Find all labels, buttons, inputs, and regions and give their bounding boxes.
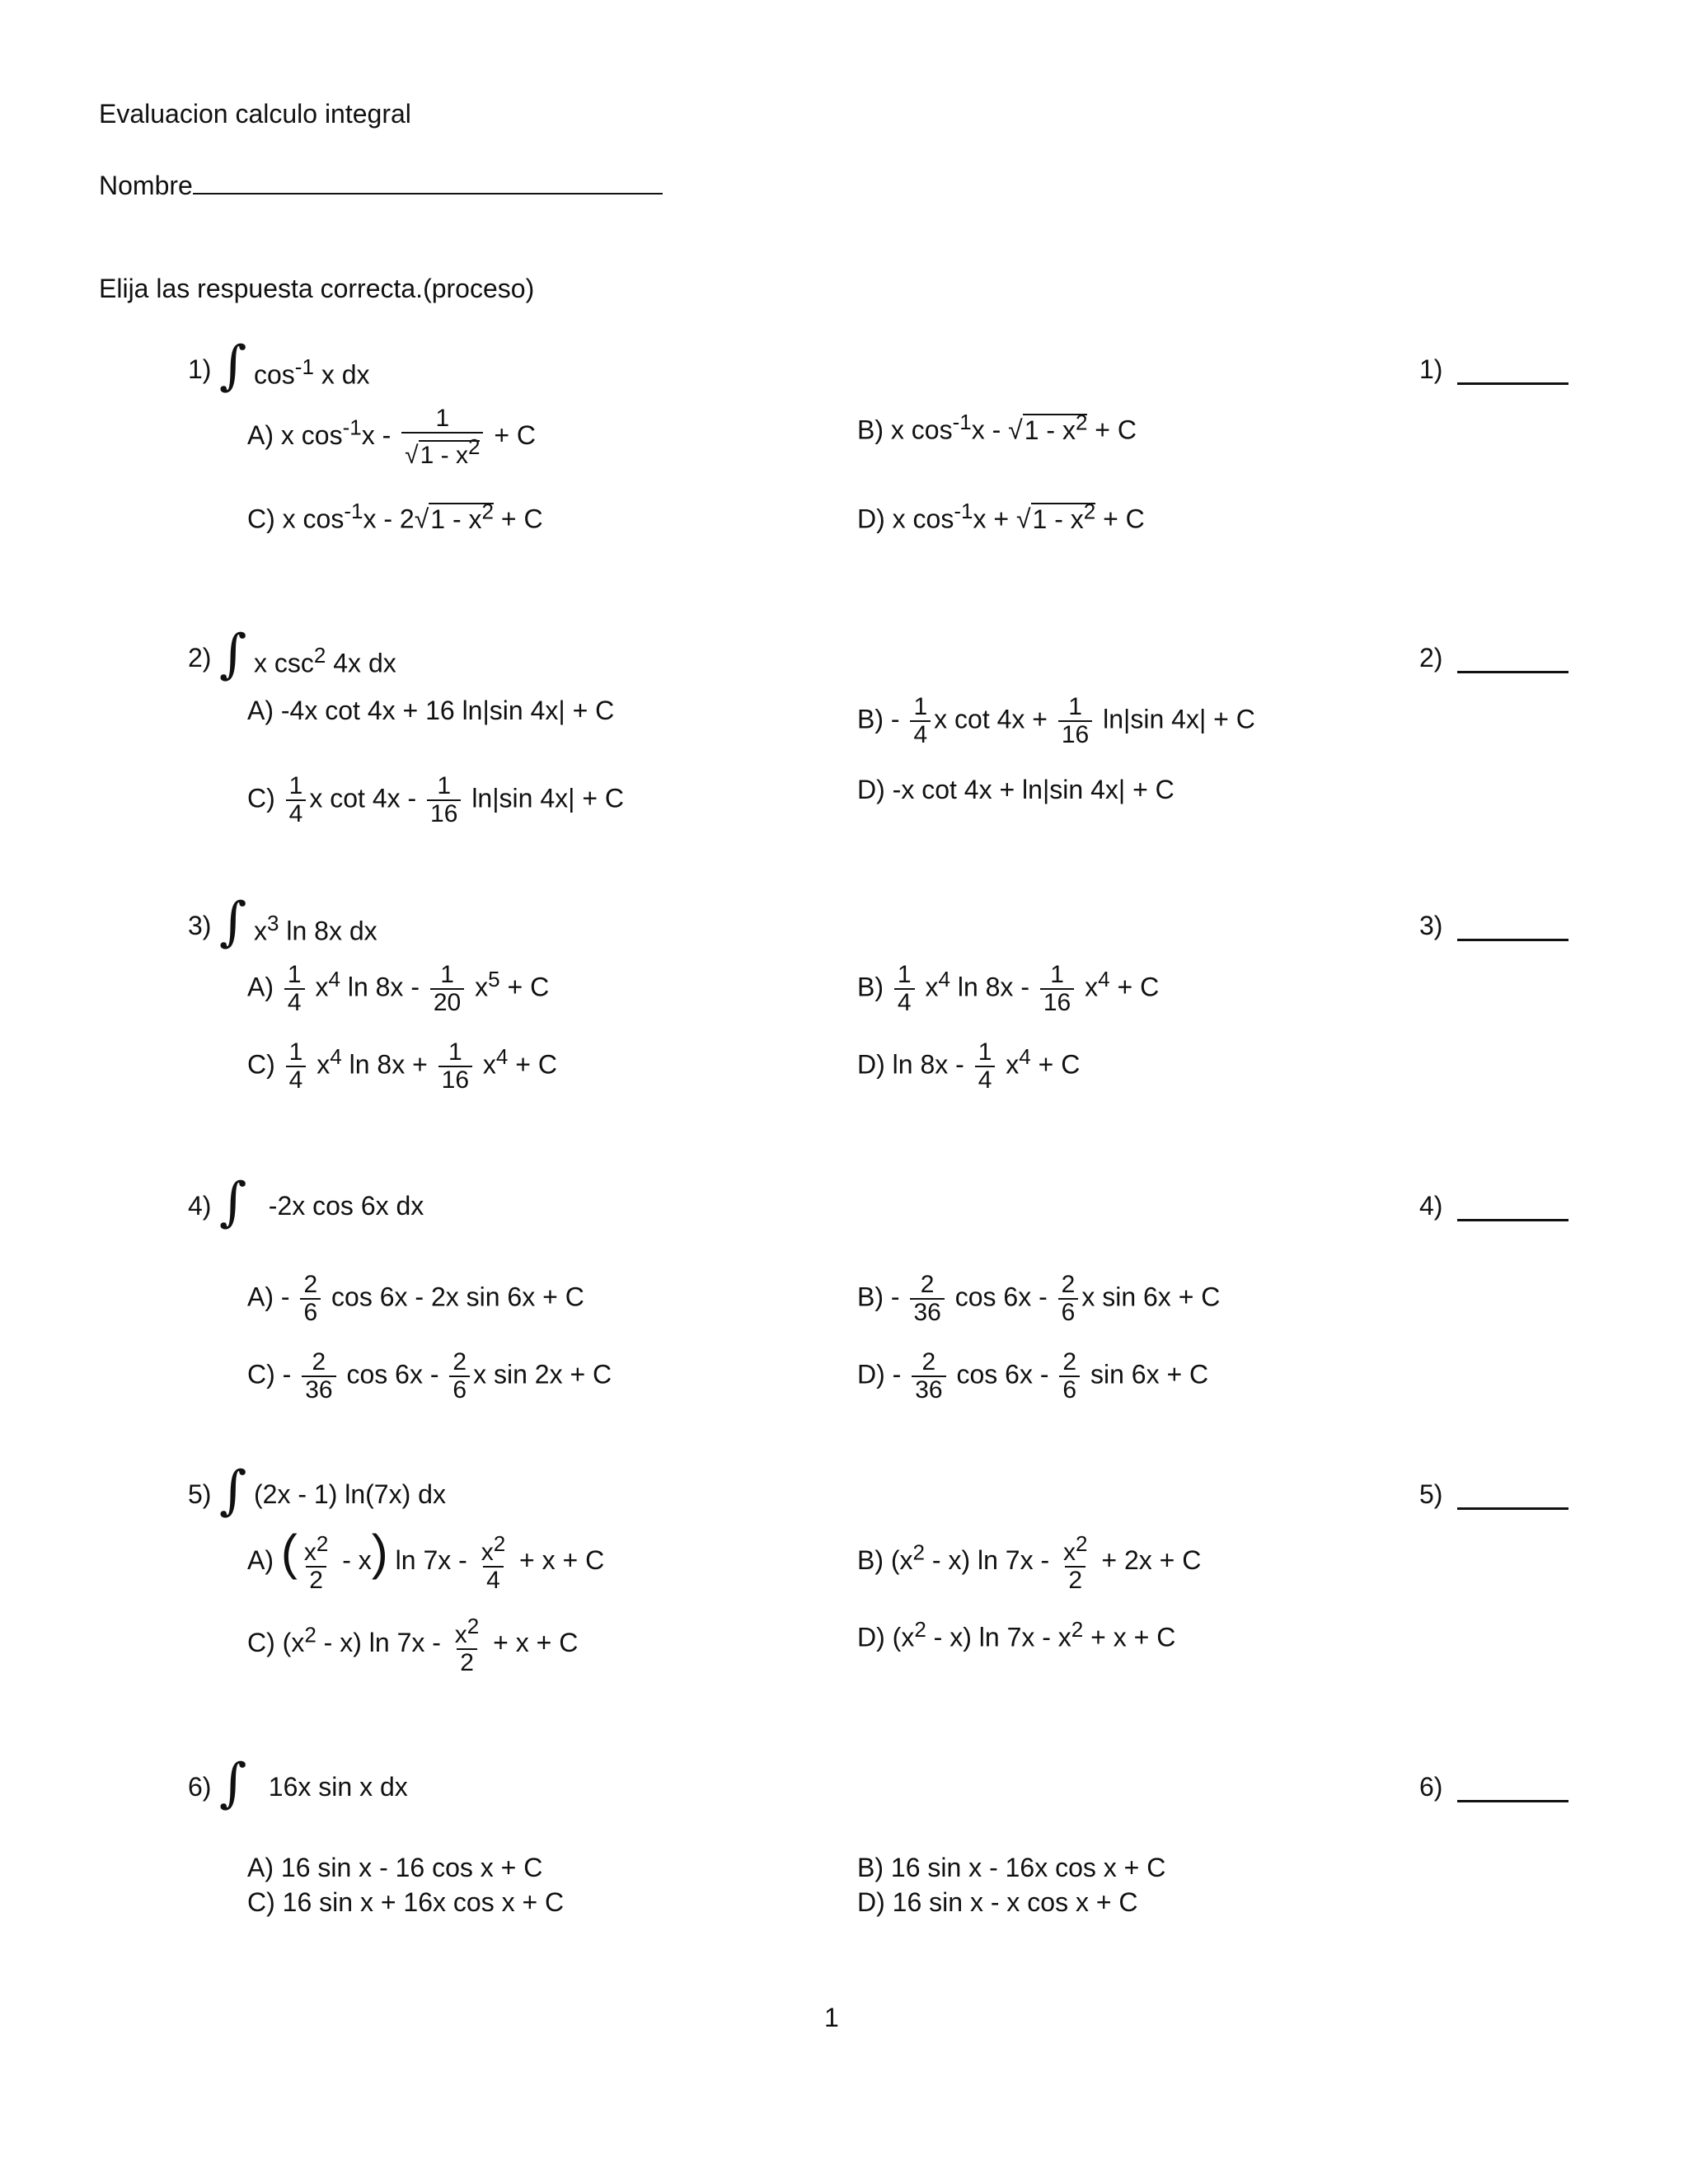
- fraction: $\frac{1}{16}$: [427, 773, 461, 827]
- integrand: (2x - 1) ln(7x) dx: [254, 1479, 446, 1509]
- question-number: 5): [188, 1479, 212, 1509]
- answer-blank-line[interactable]: [1457, 1507, 1568, 1510]
- option-a[interactable]: A) 16 sin x - 16 cos x + C: [247, 1853, 543, 1882]
- fraction: $\frac{1}{4}$: [284, 962, 305, 1016]
- fraction: $\frac{1}{4}$: [975, 1039, 996, 1094]
- fraction: $\frac{2}{6}$: [300, 1272, 321, 1326]
- fraction: $\frac{1}{16}$: [1040, 962, 1074, 1016]
- question-number: 1): [188, 354, 212, 384]
- answer-label: 3): [1419, 911, 1443, 940]
- option-b[interactable]: B) x $\cos^{-1}x - √1 - x^2 + C$: [857, 410, 1137, 445]
- fraction: $\frac{x^2}{2}$: [1063, 1531, 1088, 1594]
- name-blank-line[interactable]: [193, 165, 663, 194]
- fraction: $\frac{2}{36}$: [302, 1349, 335, 1404]
- integrand: 16x sin x dx: [254, 1772, 408, 1802]
- integrand: $\cos^{-1} x$ dx: [254, 354, 370, 390]
- name-field[interactable]: [99, 165, 663, 202]
- option-d[interactable]: D) - $\frac{2}{36}$ cos 6x - $\frac{2}{6}$ sin 6x + C: [857, 1348, 1209, 1404]
- option-c[interactable]: C) $\frac{1}{4}$ $x^4$ ln 8x + $\frac{1}{16}$ $x^4 + C$: [247, 1038, 557, 1094]
- option-a[interactable]: A) x $\cos^{-1}x$ - $\frac{1}{√1 - x^2}$ + C: [247, 405, 537, 469]
- answer-blank-line[interactable]: [1457, 1800, 1568, 1802]
- fraction: $\frac{2}{6}$: [1058, 1272, 1079, 1326]
- answer-label: 5): [1419, 1479, 1443, 1509]
- question-number: 6): [188, 1772, 212, 1802]
- fraction: $\frac{1}{20}$: [430, 962, 464, 1016]
- option-a[interactable]: A) -4x cot 4x + 16 ln|sin 4x| + C: [247, 696, 615, 725]
- page-number: 1: [824, 2003, 839, 2032]
- answer-blank-line[interactable]: [1457, 382, 1568, 385]
- fraction: $\frac{1}{4}$: [286, 1039, 307, 1094]
- answer-blank-line[interactable]: [1457, 671, 1568, 673]
- option-d[interactable]: D) ln 8x - $\frac{1}{4}$ $x^4 + C$: [857, 1038, 1081, 1094]
- option-c[interactable]: C) $\frac{1}{4}$ x cot 4x - $\frac{1}{16}$ ln|sin 4x| + C: [247, 772, 625, 827]
- integral-sign-icon: ∫: [219, 1753, 247, 1814]
- name-label: Nombre: [99, 171, 193, 200]
- option-c[interactable]: C) - $\frac{2}{36}$ cos 6x - $\frac{2}{6}$ x sin 2x + C: [247, 1348, 612, 1404]
- option-b[interactable]: B) 16 sin x - 16x cos x + C: [857, 1853, 1166, 1882]
- question-number: 2): [188, 643, 212, 673]
- option-a[interactable]: A) ( $\frac{x^2}{2}$ - x) ln 7x - $\frac{x^2}{4}$ + x + C: [247, 1524, 605, 1594]
- option-b[interactable]: B) $(x^2 - x)$ ln 7x - $\frac{x^2}{2}$ + 2x + C: [857, 1531, 1202, 1594]
- fraction: $\frac{1}{4}$: [910, 694, 931, 748]
- option-b[interactable]: B) - $\frac{1}{4}$ x cot 4x + $\frac{1}{16}$ ln|sin 4x| + C: [857, 693, 1255, 748]
- integral-sign-icon: ∫: [219, 624, 247, 685]
- fraction: $\frac{x^2}{4}$: [481, 1531, 506, 1594]
- fraction: $\frac{1}{4}$: [894, 962, 915, 1016]
- question-number: 4): [188, 1191, 212, 1221]
- integral-sign-icon: ∫: [219, 1172, 247, 1233]
- fraction: $\frac{x^2}{2}$: [303, 1531, 329, 1594]
- integrand: $x^3$ ln 8x dx: [254, 911, 377, 946]
- fraction: $\frac{1}{16}$: [438, 1039, 472, 1094]
- answer-blank-line[interactable]: [1457, 1219, 1568, 1221]
- option-c[interactable]: C) 16 sin x + 16x cos x + C: [247, 1887, 565, 1917]
- integral-sign-icon: ∫: [219, 1460, 247, 1521]
- answer-label: 6): [1419, 1772, 1443, 1802]
- answer-blank-line[interactable]: [1457, 939, 1568, 941]
- option-d[interactable]: D) -x cot 4x + ln|sin 4x| + C: [857, 775, 1175, 804]
- fraction: $\frac{2}{36}$: [912, 1349, 945, 1404]
- integral-sign-icon: ∫: [219, 892, 247, 953]
- fraction: $\frac{x^2}{2}$: [454, 1614, 480, 1676]
- option-a[interactable]: A) $\frac{1}{4}$ $x^4$ ln 8x - $\frac{1}{20}$ $x^5 + C$: [247, 961, 550, 1016]
- fraction: $\frac{1}{√1 - x^2}$: [401, 405, 483, 469]
- option-d[interactable]: D) x $\cos^{-1}x + √1 - x^2 + C$: [857, 499, 1145, 534]
- question-number: 3): [188, 911, 212, 940]
- fraction: $\frac{2}{36}$: [910, 1272, 944, 1326]
- integrand: -2x cos 6x dx: [254, 1191, 424, 1221]
- option-d[interactable]: D) 16 sin x - x cos x + C: [857, 1887, 1138, 1917]
- option-c[interactable]: C) x $\cos^{-1}x - 2√1 - x^2 + C$: [247, 499, 543, 534]
- fraction: $\frac{1}{4}$: [286, 773, 307, 827]
- option-b[interactable]: B) $\frac{1}{4}$ $x^4$ ln 8x - $\frac{1}{16}$ $x^4 + C$: [857, 961, 1160, 1016]
- integral-sign-icon: ∫: [219, 335, 247, 396]
- option-d[interactable]: D) $(x^2 - x)$ $\ln 7x - x^2 + x + C$: [857, 1617, 1176, 1652]
- document-title: Evaluacion calculo integral: [99, 99, 411, 129]
- answer-label: 2): [1419, 643, 1443, 673]
- fraction: $\frac{1}{16}$: [1058, 694, 1092, 748]
- answer-label: 4): [1419, 1191, 1443, 1221]
- answer-label: 1): [1419, 354, 1443, 384]
- instructions: Elija las respuesta correcta.(proceso): [99, 274, 535, 303]
- option-c[interactable]: C) $(x^2 - x)$ ln 7x - $\frac{x^2}{2}$ + x + C: [247, 1614, 579, 1676]
- option-a[interactable]: A) - $\frac{2}{6}$ cos 6x - 2x sin 6x + C: [247, 1271, 584, 1326]
- fraction: $\frac{2}{6}$: [449, 1349, 470, 1404]
- fraction: $\frac{2}{6}$: [1059, 1349, 1080, 1404]
- option-b[interactable]: B) - $\frac{2}{36}$ cos 6x - $\frac{2}{6}$ x sin 6x + C: [857, 1271, 1221, 1326]
- integrand: x $\csc^2 4x$ dx: [254, 643, 396, 678]
